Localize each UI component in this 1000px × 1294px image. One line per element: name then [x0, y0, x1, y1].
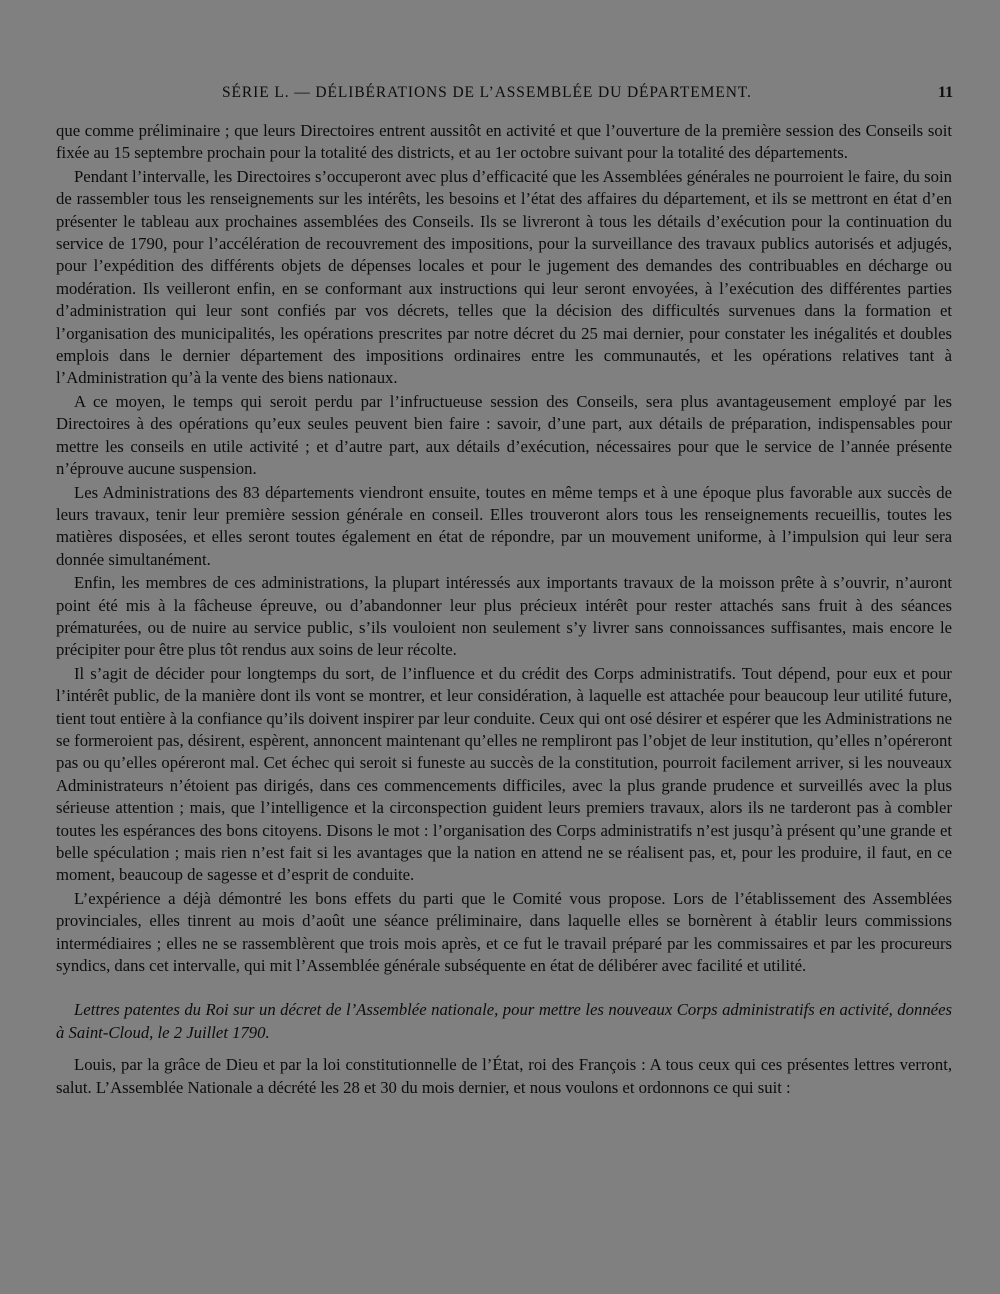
running-header — [0, 84, 1000, 104]
page-number: 11 — [938, 84, 954, 101]
paragraph: Enfin, les membres de ces administrations, la plupart intéressés aux importants travaux de la moisson prête à s’ouvrir, n’auront point été mis à la fâcheuse épreuve, ou d’abandonner leur plus précieux intérêt pour rester attachés sans fruit à des séances prématurées, ou de nuire au service public, s’ils vouloient non seulement s’y livrer sans connoissances suffisantes, mais encore le précipiter pour être plus tôt rendus aux soins de leur récolte. — [56, 573, 952, 660]
paragraph: Pendant l’intervalle, les Directoires s’occuperont avec plus d’efficacité que les Assemblées générales ne pourroient le faire, du soin de rassembler tous les renseignements sur les intérêts, les besoins et l’état des affaires du département, et ils se mettront en état d’en présenter le tableau aux prochaines assemblées des Conseils. Ils se livreront à tous les détails d’exécution pour la continuation du service de 1790, pour l’accélération de recouvrement des impositions, pour la surveillance des travaux publics autorisés et adjugés, pour l’expédition des différents objets de dépenses locales et pour le jugement des demandes des contribuables en décharge ou modération. Ils veilleront enfin, en se conformant aux instructions qui leur seront envoyées, à l’exécution des différentes parties d’administration qui leur sont confiés par vos décrets, telles que la décision des difficultés survenues dans la formation et l’organisation des municipalités, les opérations prescrites par notre décret du 25 mai dernier, pour constater les inégalités et doubles emplois dans le dernier département des impositions ordinaires entre les communautés, et les opérations relatives tant à l’Administration qu’à la vente des biens nationaux. — [56, 166, 952, 388]
closing-paragraph: Louis, par la grâce de Dieu et par la loi constitutionnelle de l’État, roi des François : A tous ceux qui ces présentes lettres verront, salut. L’Assemblée Nationale a décrété les 28 et 30 du mois dernier, et nous voulons et ordonnons ce qui suit : — [56, 1055, 952, 1097]
paragraph: L’expérience a déjà démontré les bons effets du parti que le Comité vous propose. Lors de l’établissement des Assemblées provinciales, elles tinrent au mois d’août une séance préliminaire, dans laquelle elles se bornèrent à établir leurs commissions intermédiaires ; elles ne se rassemblèrent que trois mois après, et ce fut le travail préparé par les commissaires et par les procureurs syndics, dans cet intervalle, qui mit l’Assemblée générale subséquente en état de délibérer avec facilité et utilité. — [56, 888, 952, 976]
body-text — [56, 120, 952, 1100]
paragraph: Il s’agit de décider pour longtemps du sort, de l’influence et du crédit des Corps administratifs. Tout dépend, pour eux et pour l’intérêt public, de la manière dont ils vont se montrer, et leur considération, à laquelle est attachée pour beaucoup leur utilité future, tient tout entière à la confiance qu’ils doivent inspirer par leur conduite. Ceux qui ont osé désirer et espérer que les Administrations ne se formeroient pas, désirent, espèrent, annoncent maintenant qu’elles ne rempliront pas l’objet de leur institution, qu’elles n’opéreront pas ou qu’elles opéreront mal. Cet échec qui seroit si funeste au succès de la constitution, pourroit facilement arriver, si les nouveaux Administrateurs n’étoient pas dirigés, dans ces commencements difficiles, avec la plus grande prudence et surveillés avec la plus sérieuse attention ; mais, que l’intelligence et la circonspection guident leurs premiers travaux, alors ils ne tarderont pas à combler toutes les espérances des bons citoyens. Disons le mot : l’organisation des Corps administratifs n’est jusqu’à présent qu’une grande et belle spéculation ; mais rien n’est fait si les avantages que la nation en attend ne se réalisent pas, et, pour les produire, il faut, en ce moment, beaucoup de sagesse et d’esprit de conduite. — [56, 663, 952, 885]
paragraph: que comme préliminaire ; que leurs Directoires entrent aussitôt en activité et que l’ouverture de la première session des Conseils soit fixée au 15 septembre prochain pour la totalité des districts, et au 1er octobre suivant pour la totalité des départements. — [56, 121, 952, 163]
paragraph: Les Administrations des 83 départements viendront ensuite, toutes en même temps et à une époque plus favorable aux succès de leurs travaux, tenir leur première session générale en conseil. Elles trouveront alors tous les renseignements recueillis, toutes les matières disposées, et elles seront toutes également en état de répondre, par un mouvement uniforme, à l’impulsion qui leur sera donnée simultanément. — [56, 482, 952, 569]
letters-patent-title: Lettres patentes du Roi sur un décret de l’Assemblée nationale, pour mettre les nouveaux Corps administratifs en activité, données à Saint-Cloud, le 2 Juillet 1790. — [56, 1000, 952, 1042]
paragraph: A ce moyen, le temps qui seroit perdu par l’infructueuse session des Conseils, sera plus avantageusement employé par les Directoires à des opérations qu’eux seules peuvent bien faire : savoir, d’une part, aux détails de préparation, indispensables pour mettre les conseils en utile activité ; et d’autre part, aux détails d’exécution, nécessaires pour que le service de l’année présente n’éprouve aucune suspension. — [56, 391, 952, 479]
header-title: SÉRIE L. — DÉLIBÉRATIONS DE L’ASSEMBLÉE DU DÉPARTEMENT. — [222, 84, 752, 101]
